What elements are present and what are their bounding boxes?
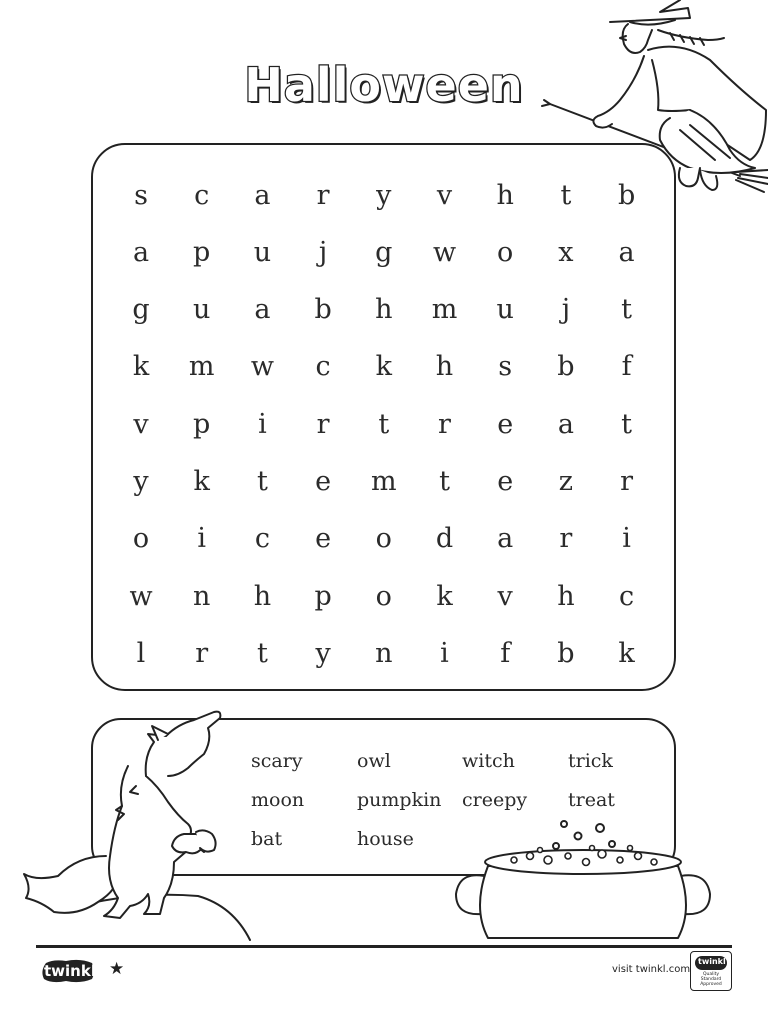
grid-letter[interactable]: n — [375, 637, 393, 669]
word-pumpkin: pumpkin — [357, 789, 442, 811]
word-treat: treat — [568, 789, 615, 811]
word-house: house — [357, 828, 414, 850]
quality-badge — [690, 951, 732, 991]
grid-letter[interactable]: p — [193, 236, 211, 268]
grid-letter[interactable]: o — [497, 236, 514, 268]
grid-letter[interactable]: i — [258, 408, 267, 440]
grid-letter[interactable]: z — [558, 466, 573, 497]
grid-letter[interactable]: y — [376, 179, 392, 211]
grid-letter[interactable]: f — [500, 637, 511, 669]
grid-letter[interactable]: t — [560, 179, 572, 211]
grid-letter[interactable]: i — [197, 523, 206, 555]
grid-letter[interactable]: g — [375, 236, 393, 268]
grid-letter[interactable]: r — [195, 637, 209, 669]
grid-letter[interactable]: b — [617, 179, 636, 211]
grid-letter[interactable]: i — [440, 637, 449, 669]
grid-letter[interactable]: b — [557, 351, 575, 383]
grid-letter[interactable]: b — [557, 637, 575, 669]
grid-letter[interactable]: k — [618, 637, 635, 669]
grid-letter[interactable]: t — [621, 294, 633, 326]
grid-letter[interactable]: v — [497, 580, 513, 612]
grid-letter[interactable]: b — [314, 294, 332, 326]
grid-letter[interactable]: e — [315, 523, 332, 555]
grid-letter[interactable]: o — [375, 580, 392, 612]
grid-letter[interactable]: r — [559, 523, 573, 555]
footer-divider — [36, 945, 732, 948]
grid-letter[interactable]: m — [431, 294, 458, 326]
grid-letter[interactable]: t — [256, 637, 268, 669]
grid-letter[interactable]: h — [375, 294, 393, 326]
grid-letter[interactable]: u — [496, 294, 514, 326]
badge-logo-text: twinkl — [698, 957, 726, 966]
grid-letter[interactable]: j — [561, 294, 571, 326]
badge-caption: Quality Standard Approved — [700, 972, 722, 987]
grid-letter[interactable]: a — [132, 236, 150, 268]
grid-letter[interactable]: y — [315, 637, 331, 669]
grid-letter[interactable]: l — [136, 637, 146, 669]
word-moon: moon — [251, 789, 305, 811]
grid-letter[interactable]: w — [129, 580, 153, 612]
grid-letter[interactable]: t — [378, 408, 390, 440]
grid-letter[interactable]: t — [621, 408, 633, 440]
grid-letter[interactable]: h — [557, 580, 575, 612]
word-creepy: creepy — [462, 789, 528, 811]
grid-letter[interactable]: k — [193, 466, 210, 497]
grid-letter[interactable]: h — [435, 351, 454, 383]
grid-letter[interactable]: e — [315, 466, 332, 497]
grid-letter[interactable]: m — [370, 466, 397, 497]
word-scary: scary — [251, 750, 303, 772]
grid-letter[interactable]: v — [436, 179, 453, 211]
grid-letter[interactable]: r — [316, 179, 330, 211]
grid-letter[interactable]: u — [253, 236, 272, 268]
grid-letter[interactable]: a — [254, 294, 271, 326]
grid-letter[interactable]: n — [192, 580, 211, 612]
grid-letter[interactable]: m — [188, 351, 215, 383]
grid-letter[interactable]: k — [436, 580, 453, 612]
grid-letter[interactable]: u — [192, 294, 211, 326]
grid-letter[interactable]: e — [497, 408, 514, 440]
grid-letter[interactable]: v — [133, 408, 149, 440]
grid-letter[interactable]: p — [314, 580, 332, 612]
grid-letter[interactable]: k — [375, 351, 392, 383]
word-bat: bat — [251, 828, 283, 850]
grid-letter[interactable]: s — [498, 351, 513, 383]
grid-letter[interactable]: r — [316, 408, 330, 440]
grid-letter[interactable]: t — [256, 466, 268, 497]
grid-letter[interactable]: f — [621, 351, 632, 383]
grid-letter[interactable]: o — [375, 523, 392, 555]
star-icon: ★ — [109, 959, 125, 979]
letter-grid — [93, 145, 674, 689]
grid-letter[interactable]: c — [254, 523, 270, 555]
grid-letter[interactable]: d — [435, 523, 454, 555]
grid-letter[interactable]: p — [193, 408, 211, 440]
grid-letter[interactable]: g — [132, 294, 150, 326]
grid-letter[interactable]: h — [253, 580, 272, 612]
word-witch: witch — [462, 750, 515, 772]
grid-letter[interactable]: w — [250, 351, 274, 383]
twinkl-logo-text: twinkl — [44, 962, 96, 980]
grid-letter[interactable]: t — [439, 466, 450, 497]
visit-link[interactable]: visit twinkl.com — [612, 964, 691, 975]
grid-letter[interactable]: w — [432, 236, 457, 268]
grid-letter[interactable]: c — [619, 580, 635, 612]
grid-letter[interactable]: r — [438, 408, 451, 440]
grid-letter[interactable]: k — [132, 351, 150, 383]
grid-letter[interactable]: h — [496, 179, 514, 211]
page-title: Halloween — [244, 58, 524, 112]
grid-letter[interactable]: i — [622, 523, 631, 555]
grid-letter[interactable]: y — [133, 466, 149, 497]
grid-letter[interactable]: e — [497, 466, 514, 497]
word-trick: trick — [568, 750, 613, 772]
grid-letter[interactable]: r — [620, 466, 634, 497]
word-search-grid — [91, 143, 676, 691]
grid-letter[interactable]: a — [497, 523, 514, 555]
wolf-illustration — [18, 706, 258, 946]
grid-letter[interactable]: a — [254, 179, 271, 211]
word-owl: owl — [357, 750, 391, 772]
grid-letter[interactable]: c — [315, 351, 331, 383]
grid-letter[interactable]: c — [194, 179, 210, 211]
grid-letter[interactable]: o — [132, 523, 150, 555]
grid-letter[interactable]: a — [618, 236, 635, 268]
grid-letter[interactable]: x — [558, 236, 574, 268]
grid-letter[interactable]: a — [557, 408, 574, 440]
grid-letter[interactable]: s — [134, 179, 148, 211]
grid-letter[interactable]: j — [318, 236, 328, 268]
cauldron-illustration — [452, 818, 714, 944]
